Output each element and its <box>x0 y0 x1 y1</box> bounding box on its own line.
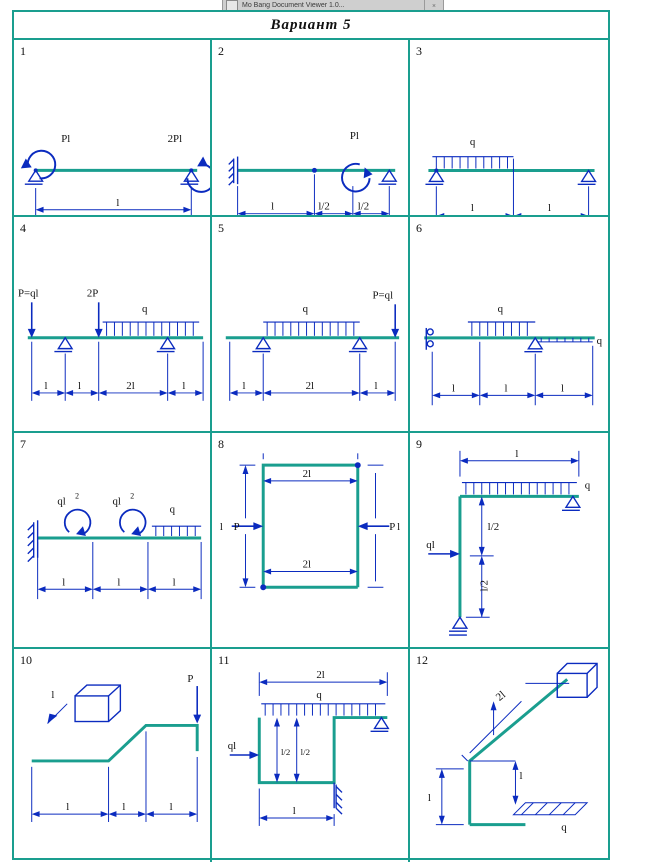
figure-number: 6 <box>416 221 422 235</box>
figure-number: 10 <box>20 653 32 667</box>
close-icon[interactable]: × <box>424 0 443 11</box>
figure-cell-7 <box>14 433 212 649</box>
figure-number: 1 <box>20 44 26 58</box>
figure-label: l <box>182 380 186 393</box>
figure-label: 2Pl <box>167 132 183 145</box>
figure-label: l <box>515 447 519 460</box>
figure-number: 7 <box>20 437 26 451</box>
figure-label: l <box>122 801 126 814</box>
figure-drawing-7 <box>14 433 210 647</box>
figure-cell-3 <box>410 40 608 217</box>
figure-label: l <box>271 200 275 213</box>
figure-label: q <box>302 303 309 316</box>
figure-drawing-11 <box>212 649 408 862</box>
figure-label: l <box>219 521 223 534</box>
figure-number: 11 <box>218 653 230 667</box>
figure-cell-12 <box>410 649 608 862</box>
figure-number: 12 <box>416 653 428 667</box>
figure-label: Pl <box>61 132 71 145</box>
figure-label: P <box>187 673 194 686</box>
figure-label: q <box>584 479 591 492</box>
figure-label: q <box>469 135 476 148</box>
figure-cell-9 <box>410 433 608 649</box>
figure-cell-8 <box>212 433 410 649</box>
figures-grid <box>14 40 608 862</box>
window-title: Mo Bang Document Viewer 1.0... <box>242 2 345 9</box>
figure-label: l <box>66 801 70 814</box>
figure-label: ql <box>112 495 121 508</box>
figure-label: ql <box>227 740 237 753</box>
figure-label: q <box>561 821 567 834</box>
figure-cell-10 <box>14 649 212 862</box>
figure-label: l/2 <box>357 200 370 213</box>
figure-label: P=ql <box>372 289 394 302</box>
figure-label: P <box>389 521 396 534</box>
figure-number: 3 <box>416 44 422 58</box>
figure-label: l/2 <box>478 580 491 592</box>
figure-label: l <box>561 382 565 395</box>
figure-label: l <box>44 380 48 393</box>
figure-number: 2 <box>218 44 224 58</box>
figure-drawing-9 <box>410 433 608 647</box>
figure-label: q <box>596 334 603 347</box>
figure-label: l <box>172 576 176 589</box>
figure-drawing-4 <box>14 217 210 431</box>
figure-label: Pl <box>349 129 359 142</box>
sheet-title-text: Вариант 5 <box>270 16 352 33</box>
figure-label: P <box>233 521 240 534</box>
figure-cell-1 <box>14 40 212 217</box>
figure-number: 8 <box>218 437 224 451</box>
figure-drawing-3 <box>410 40 608 215</box>
figure-label: 2l <box>126 380 135 393</box>
figure-label: l <box>397 521 401 534</box>
figure-label: l <box>504 382 508 395</box>
figure-label: 2l <box>302 558 312 571</box>
figure-drawing-8 <box>212 433 408 647</box>
figure-cell-2 <box>212 40 410 217</box>
sheet-title <box>14 12 608 40</box>
figure-label: l <box>519 769 523 782</box>
figure-label: 2 <box>75 491 80 501</box>
figure-number: 5 <box>218 221 224 235</box>
figure-label: l <box>374 380 378 393</box>
figure-label: l <box>292 805 296 818</box>
figure-label: ql <box>57 495 66 508</box>
figure-label: l <box>169 801 173 814</box>
figure-label: q <box>316 688 322 701</box>
figure-label: q <box>142 303 148 316</box>
figure-cell-5 <box>212 217 410 433</box>
figure-label: l <box>51 688 55 701</box>
figure-label: 2l <box>305 380 315 393</box>
figure-label: P=ql <box>17 287 39 300</box>
figure-label: l <box>548 202 552 215</box>
figure-label: l/2 <box>318 200 330 213</box>
figure-label: l <box>117 576 121 589</box>
figure-drawing-12 <box>410 649 608 862</box>
figure-label: l <box>62 576 66 589</box>
figure-label: l <box>470 202 474 215</box>
figure-label: l/2 <box>487 521 500 534</box>
figure-cell-6 <box>410 217 608 433</box>
figure-number: 9 <box>416 437 422 451</box>
figure-drawing-2 <box>212 40 408 215</box>
figure-label: l/2 <box>280 747 291 758</box>
figure-cell-4 <box>14 217 212 433</box>
figure-label: 2 <box>130 491 135 501</box>
figure-label: 2l <box>316 669 325 682</box>
figure-label: 2l <box>302 467 312 480</box>
figure-label: q <box>169 503 176 516</box>
figure-label: 2P <box>86 287 99 300</box>
figure-label: l <box>427 791 431 804</box>
figure-drawing-1 <box>14 40 210 215</box>
figure-label: ql <box>426 538 435 551</box>
figure-label: l <box>116 196 120 209</box>
figure-label: l <box>452 382 456 395</box>
figure-cell-11 <box>212 649 410 862</box>
figure-label: l <box>78 380 82 393</box>
worksheet <box>12 10 610 860</box>
figure-drawing-10 <box>14 649 210 862</box>
figure-label: l <box>242 380 246 393</box>
figure-label: 2l <box>493 688 508 704</box>
figure-drawing-5 <box>212 217 408 431</box>
figure-label: q <box>497 303 504 316</box>
figure-drawing-6 <box>410 217 608 431</box>
figure-label: l/2 <box>300 747 311 758</box>
figure-number: 4 <box>20 221 26 235</box>
